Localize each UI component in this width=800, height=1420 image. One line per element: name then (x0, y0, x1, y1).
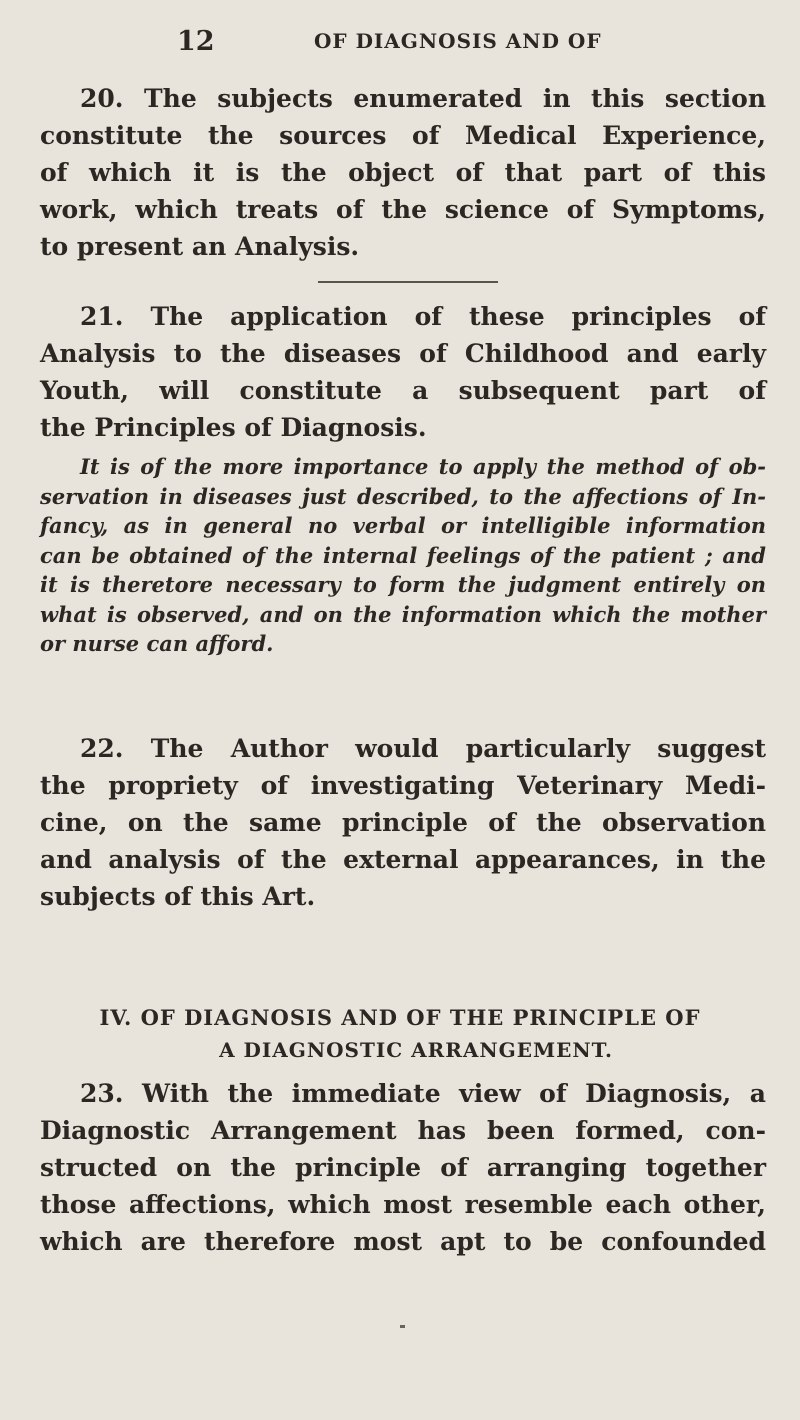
text-line: can be obtained of the internal feelings of the patient ; and (40, 542, 766, 568)
text-line: It is of the more importance to apply the method of ob- (80, 454, 766, 479)
text-line: of which it is the object of that part of this (40, 158, 766, 187)
text-line: the propriety of investigating Veterinary Medi- (40, 771, 766, 800)
paragraph-20 (40, 80, 766, 265)
paragraph-22 (40, 730, 766, 915)
text-line: 21. The application of these principles of (80, 302, 766, 331)
section-heading: IV. OF DIAGNOSIS AND OF THE PRINCIPLE OF (99, 1005, 701, 1030)
section-heading-subtitle: A DIAGNOSTIC ARRANGEMENT. (219, 1038, 613, 1062)
text-line: cine, on the same principle of the observation (40, 808, 766, 837)
paragraph-23 (40, 1075, 766, 1260)
text-line: servation in diseases just described, to the affections of In- (40, 483, 766, 509)
text-line: and analysis of the external appearances, in the (40, 845, 766, 874)
text-line: 23. With the immediate view of Diagnosis, a (80, 1079, 766, 1108)
printer-mark (400, 1325, 405, 1328)
section-divider (318, 281, 498, 283)
text-line: fancy, as in general no verbal or intelligible information (40, 513, 766, 538)
text-line: structed on the principle of arranging together (40, 1153, 766, 1182)
text-line: to present an Analysis. (40, 232, 360, 261)
text-line: it is theretore necessary to form the judgment entirely on (40, 572, 766, 597)
paragraph-21-note (40, 452, 766, 659)
running-head: OF DIAGNOSIS AND OF (314, 29, 602, 53)
page-header (0, 26, 800, 56)
text-line: what is observed, and on the information which the mother (40, 601, 766, 627)
text-line: which are therefore most apt to be confounded (40, 1227, 766, 1256)
text-line: Youth, will constitute a subsequent part of (40, 376, 766, 405)
text-line: constitute the sources of Medical Experience, (40, 121, 766, 150)
text-line: those affections, which most resemble each other, (40, 1190, 766, 1219)
text-line: the Principles of Diagnosis. (40, 413, 427, 442)
text-line: or nurse can afford. (40, 631, 274, 656)
text-line: 22. The Author would particularly suggest (80, 734, 766, 763)
page-number: 12 (177, 26, 215, 57)
text-line: subjects of this Art. (40, 882, 316, 911)
paragraph-21 (40, 298, 766, 446)
text-line: Diagnostic Arrangement has been formed, con- (40, 1116, 766, 1145)
text-line: work, which treats of the science of Symptoms, (40, 195, 766, 224)
text-line: Analysis to the diseases of Childhood and early (40, 339, 766, 368)
text-line: 20. The subjects enumerated in this section (80, 84, 766, 113)
